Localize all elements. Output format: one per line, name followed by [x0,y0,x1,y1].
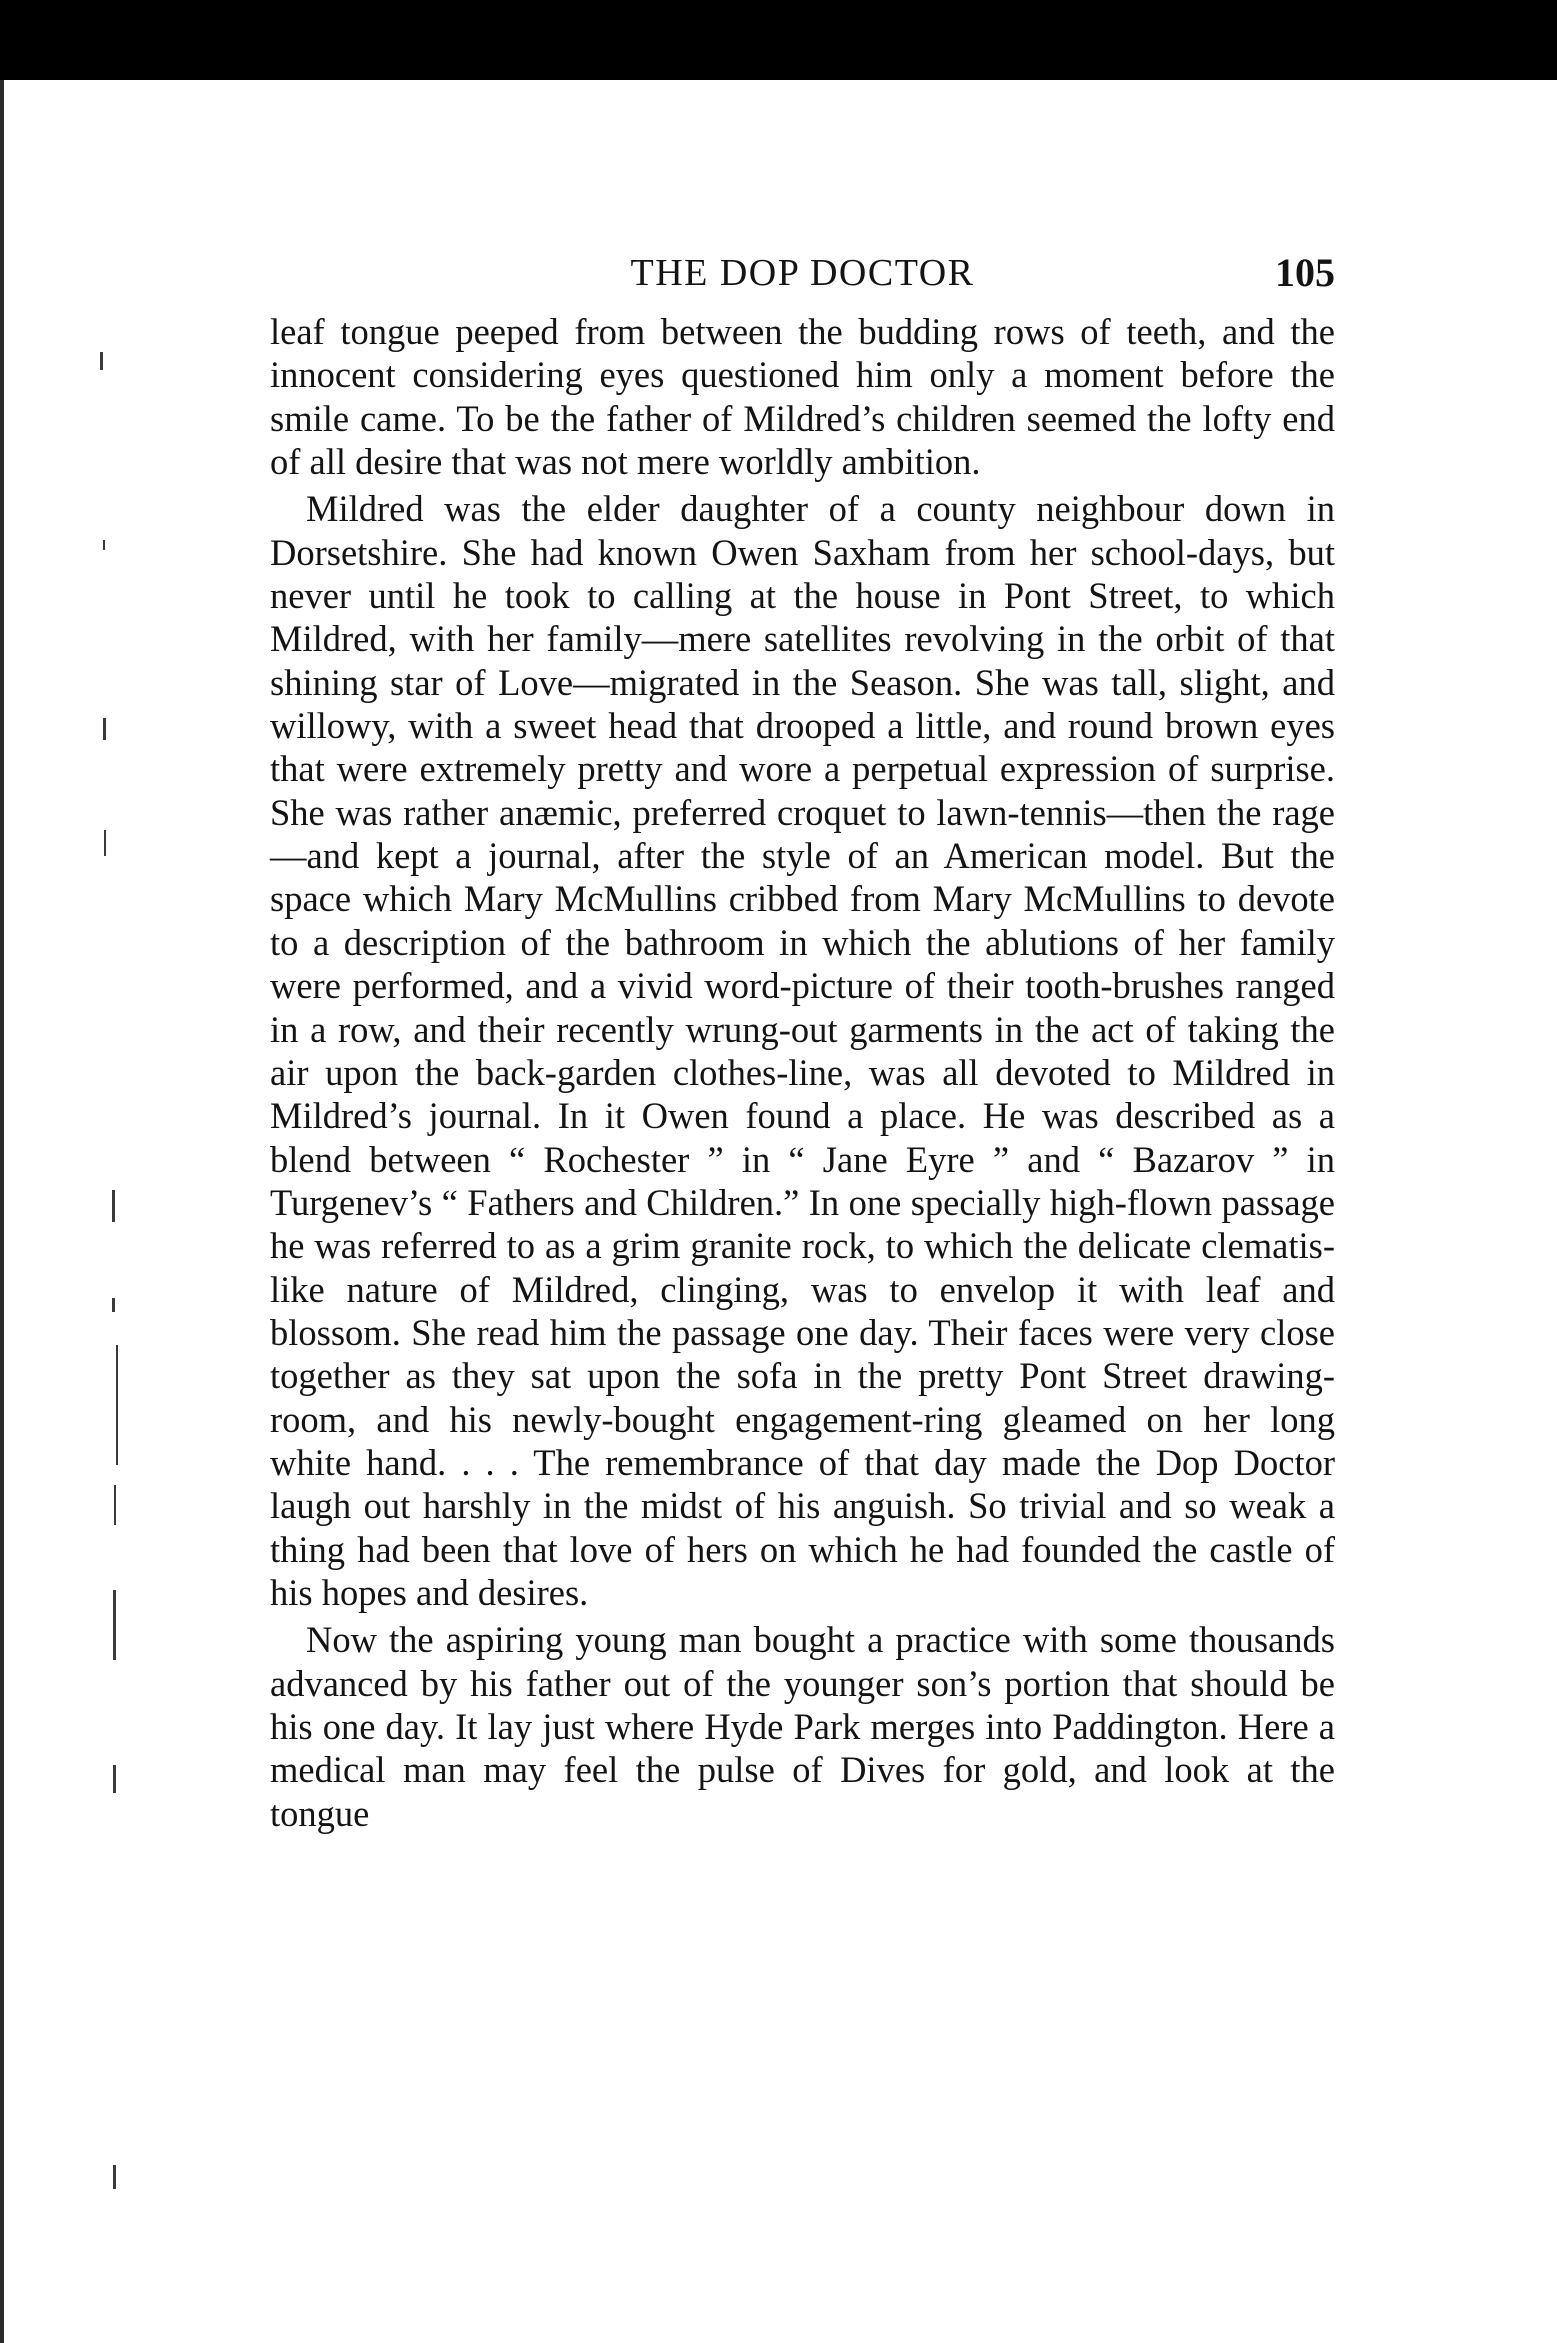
scan-border-left [0,80,4,2343]
paragraph-3: Now the aspiring young man bought a practice with some thousands advanced by his father out of the younger son’s portion that should be his one day. It lay just where Hyde Park merges into Paddington. Here a medical man may feel the pulse of Dives for gold, and look at the tongue [270,1619,1335,1834]
page-number: 105 [1275,250,1335,295]
paragraph-2: Mildred was the elder daughter of a county neighbour down in Dorsetshire. She had known Owen Saxham from her school-days, but never until he took to calling at the house in Pont Street, to which Mildred, with her family—mere satellites revolving in the orbit of that shining star of Love—migrated in the Season. She was tall, slight, and willowy, with a sweet head that drooped a little, and round brown eyes that were extremely pretty and wore a perpetual expression of surprise. She was rather anæmic, preferred croquet to lawn-tennis—then the rage—and kept a journal, after the style of an American model. But the space which Mary McMullins cribbed from Mary McMullins to devote to a description of the bathroom in which the ablutions of her family were performed, and a vivid word-picture of their tooth-brushes ranged in a row, and their recently wrung-out garments in the act of taking the air upon the back-garden clothes-line, was all devoted to Mildred in Mildred’s journal. In it Owen found a place. He was described as a blend between “ Rochester ” in “ Jane Eyre ” and “ Bazarov ” in Turgenev’s “ Fathers and Children.” In one specially high-flown passage he was referred to as a grim granite rock, to which the delicate clematis-like nature of Mildred, clinging, was to envelop it with leaf and blossom. She read him the passage one day. Their faces were very close together as they sat upon the sofa in the pretty Pont Street drawing-room, and his newly-bought engagement-ring gleamed on her long white hand. . . . The remembrance of that day made the Dop Doctor laugh out harshly in the midst of his anguish. So trivial and so weak a thing had been that love of hers on which he had founded the castle of his hopes and desires. [270,488,1335,1613]
running-title: THE DOP DOCTOR [630,252,975,294]
body-text [270,310,1335,1835]
running-head [270,248,1335,298]
paragraph-1: leaf tongue peeped from between the budding rows of teeth, and the innocent considering eyes questioned him only a moment before the smile came. To be the father of Mildred’s children seemed the lofty end of all desire that was not mere worldly ambition. [270,311,1335,483]
scan-border-top [0,0,1557,80]
